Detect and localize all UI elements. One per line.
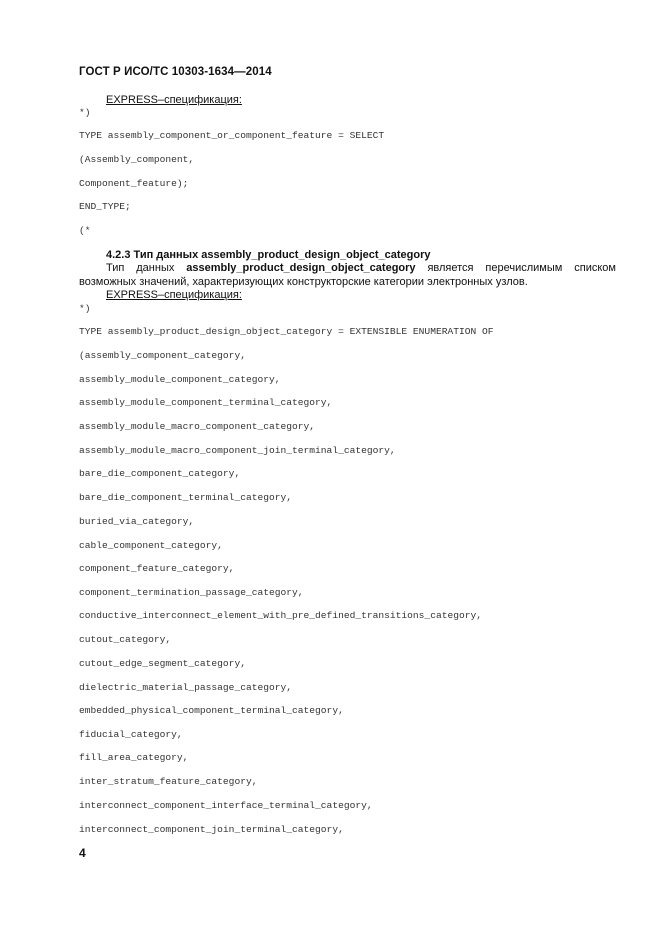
express-spec-label: EXPRESS–спецификация: — [106, 289, 242, 301]
code-line: component_termination_passage_category, — [79, 587, 304, 598]
code-line: cable_component_category, — [79, 540, 223, 551]
code-line: (Assembly_component, — [79, 154, 195, 165]
code-line: assembly_module_macro_component_join_terminal_category, — [79, 445, 396, 456]
para-suffix: является перечислимым списком возможных значений, характеризующих конструкторские категории электронных узлов. — [79, 262, 616, 288]
code-line: *) — [79, 107, 91, 118]
code-line: interconnect_component_join_terminal_category, — [79, 824, 344, 835]
section-paragraph — [79, 262, 616, 289]
code-line: END_TYPE; — [79, 201, 131, 212]
code-line: (* — [79, 225, 91, 236]
code-line: (assembly_component_category, — [79, 350, 246, 361]
code-line: conductive_interconnect_element_with_pre_defined_transitions_category, — [79, 610, 483, 621]
para-type-name: assembly_product_design_object_category — [186, 262, 416, 274]
code-line: inter_stratum_feature_category, — [79, 776, 258, 787]
code-line: Component_feature); — [79, 178, 189, 189]
code-line: assembly_module_macro_component_category, — [79, 421, 316, 432]
para-prefix: Тип данных — [106, 262, 187, 274]
code-line: cutout_edge_segment_category, — [79, 658, 246, 669]
code-line: TYPE assembly_product_design_object_category = EXTENSIBLE ENUMERATION OF — [79, 326, 494, 337]
code-line: TYPE assembly_component_or_component_feature = SELECT — [79, 130, 385, 141]
section-heading: 4.2.3 Тип данных assembly_product_design_object_category — [106, 249, 431, 261]
code-line: component_feature_category, — [79, 563, 235, 574]
code-line: assembly_module_component_terminal_category, — [79, 397, 333, 408]
code-line: bare_die_component_terminal_category, — [79, 492, 293, 503]
code-line: fiducial_category, — [79, 729, 183, 740]
code-line: *) — [79, 303, 91, 314]
code-line: fill_area_category, — [79, 752, 189, 763]
code-line: embedded_physical_component_terminal_category, — [79, 705, 344, 716]
code-line: bare_die_component_category, — [79, 468, 241, 479]
document-header: ГОСТ Р ИСО/ТС 10303-1634—2014 — [79, 66, 272, 78]
code-line: cutout_category, — [79, 634, 172, 645]
express-spec-label: EXPRESS–спецификация: — [106, 94, 242, 106]
code-line: interconnect_component_interface_terminal_category, — [79, 800, 373, 811]
code-line: buried_via_category, — [79, 516, 195, 527]
code-line: assembly_module_component_category, — [79, 374, 281, 385]
page-number: 4 — [79, 846, 86, 860]
code-line: dielectric_material_passage_category, — [79, 682, 293, 693]
